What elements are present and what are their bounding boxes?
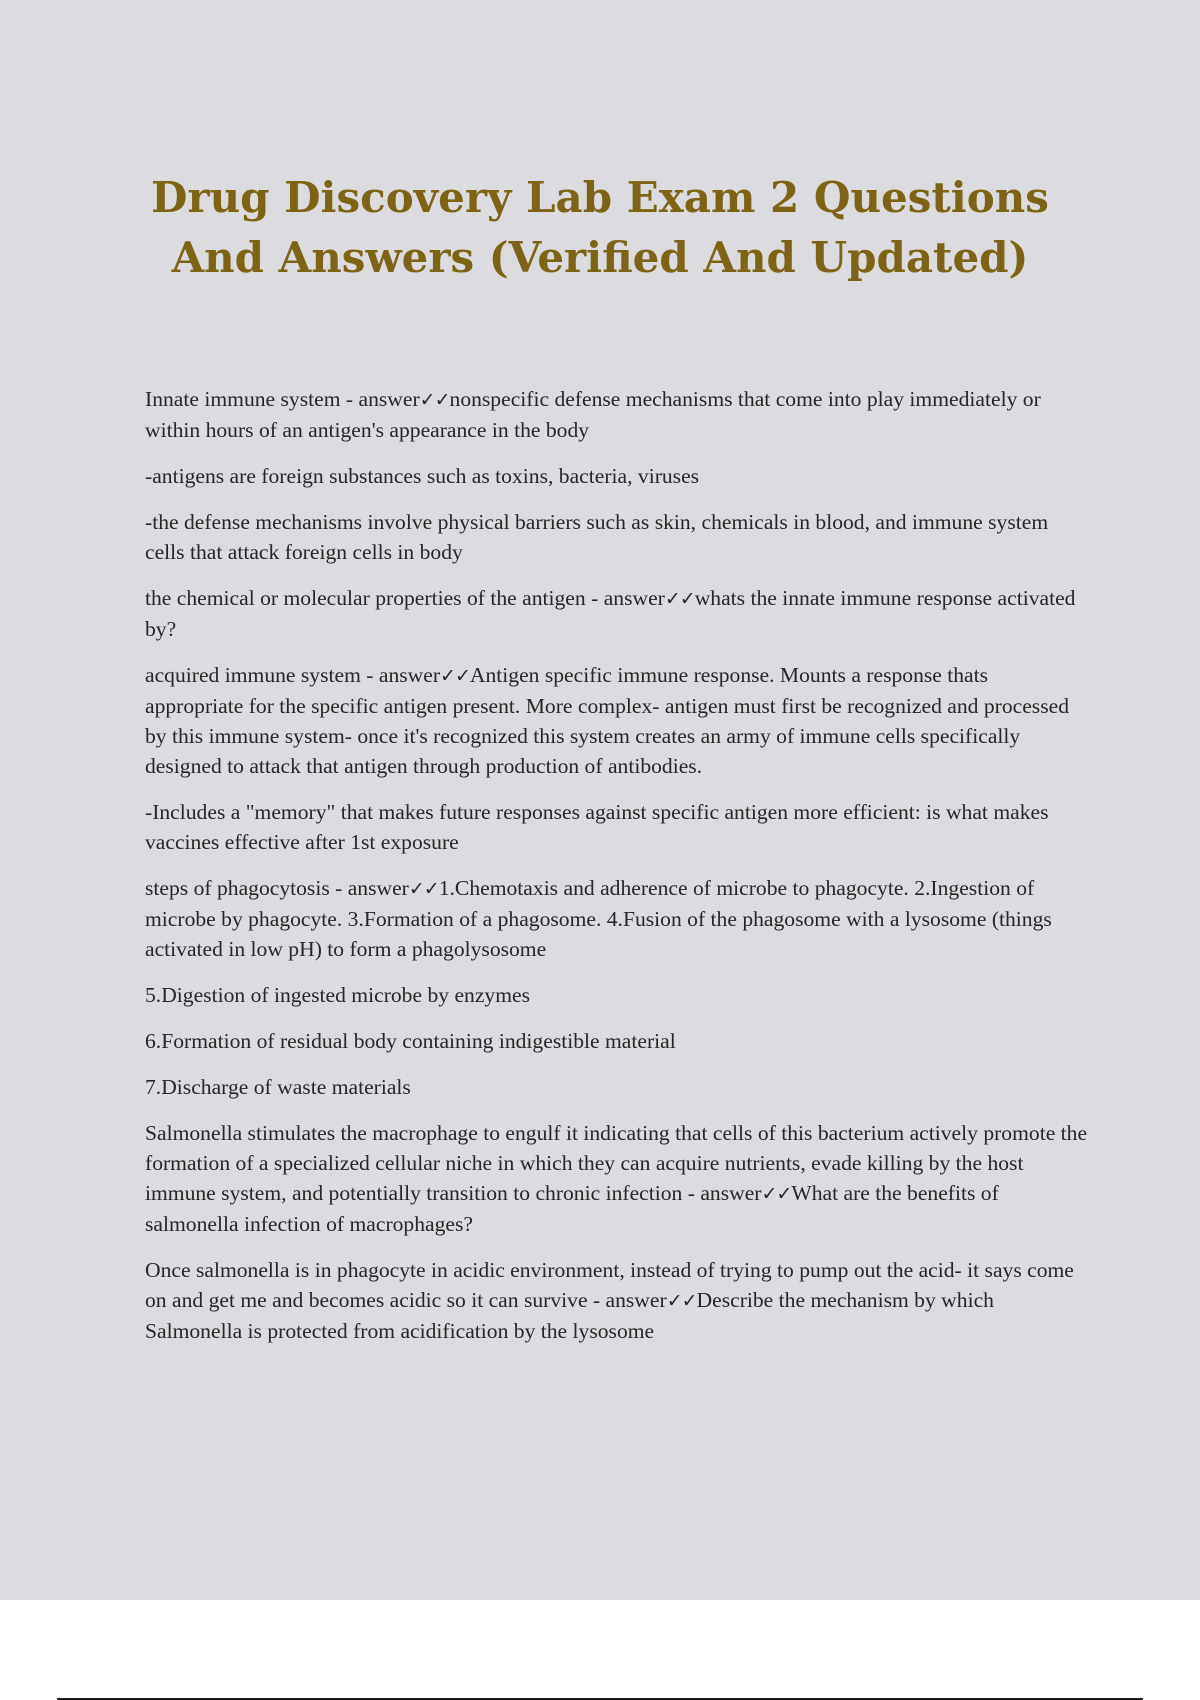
- checkmark-icon: ✓✓: [408, 878, 439, 900]
- entry-answer: whats the innate immune response activated by?: [145, 586, 1076, 641]
- qa-entry: [145, 583, 1090, 644]
- answer-separator: - answer: [587, 1288, 667, 1312]
- qa-entry: [145, 660, 1090, 781]
- entry-term: Salmonella stimulates the macrophage to engulf it indicating that cells of this bacterium actively promote the formation of a specialized cellular niche in which they can acquire nutrients, evade killing by the host immune system, and potentially transition to chronic infection: [145, 1121, 1088, 1205]
- entry-term: the chemical or molecular properties of the antigen: [145, 586, 586, 610]
- entry-answer: What are the benefits of salmonella infection of macrophages?: [145, 1181, 999, 1236]
- note-paragraph: -Includes a "memory" that makes future responses against specific antigen more efficient: is what makes vaccines effective after 1st exposure: [145, 800, 1049, 854]
- note-paragraph: -antigens are foreign substances such as toxins, bacteria, viruses: [145, 464, 700, 488]
- document-title: Drug Discovery Lab Exam 2 Questions And Answers (Verified And Updated): [151, 173, 1049, 282]
- answer-separator: - answer: [585, 586, 665, 610]
- checkmark-icon: ✓✓: [419, 389, 450, 411]
- entry-answer: Antigen specific immune response. Mounts a response thats appropriate for the specific antigen present. More complex- antigen must first be recognized and processed by this immune system- once it's recognized this system creates an army of immune cells specifically designed to attack that antigen through production of antibodies.: [145, 663, 1069, 778]
- qa-entry: [145, 873, 1090, 964]
- checkmark-icon: ✓✓: [761, 1183, 792, 1205]
- entry-term: steps of phagocytosis: [145, 876, 330, 900]
- entry-answer: 1.Chemotaxis and adherence of microbe to phagocyte. 2.Ingestion of microbe by phagocyte. 3.Formation of a phagosome. 4.Fusion of the phagosome with a lysosome (things activated in low pH) to form a phagolysosome: [145, 876, 1052, 961]
- entry-term: acquired immune system: [145, 663, 361, 687]
- note-paragraph: 5.Digestion of ingested microbe by enzymes: [145, 983, 530, 1007]
- checkmark-icon: ✓✓: [440, 665, 470, 687]
- checkmark-icon: ✓✓: [666, 1290, 697, 1312]
- qa-list: [145, 384, 1090, 1362]
- answer-separator: - answer: [340, 387, 420, 411]
- note-paragraph: 7.Discharge of waste materials: [145, 1075, 411, 1099]
- entry-answer: nonspecific defense mechanisms that come into play immediately or within hours of an antigen's appearance in the body: [145, 387, 1041, 442]
- entry-term: Innate immune system: [145, 387, 341, 411]
- note-paragraph: 6.Formation of residual body containing indigestible material: [145, 1029, 676, 1053]
- entry-answer: Describe the mechanism by which Salmonella is protected from acidification by the lysosome: [145, 1288, 994, 1343]
- entry-term: Once salmonella is in phagocyte in acidic environment, instead of trying to pump out the acid- it says come on and get me and becomes acidic so it can survive: [145, 1258, 1074, 1312]
- answer-separator: - answer: [360, 663, 441, 687]
- qa-entry: [145, 1118, 1090, 1239]
- qa-entry: [145, 1255, 1090, 1346]
- answer-separator: - answer: [682, 1181, 762, 1205]
- note-paragraph: -the defense mechanisms involve physical barriers such as skin, chemicals in blood, and immune system cells that attack foreign cells in body: [145, 510, 1049, 564]
- qa-entry: [145, 384, 1090, 445]
- answer-separator: - answer: [329, 876, 409, 900]
- checkmark-icon: ✓✓: [664, 588, 695, 610]
